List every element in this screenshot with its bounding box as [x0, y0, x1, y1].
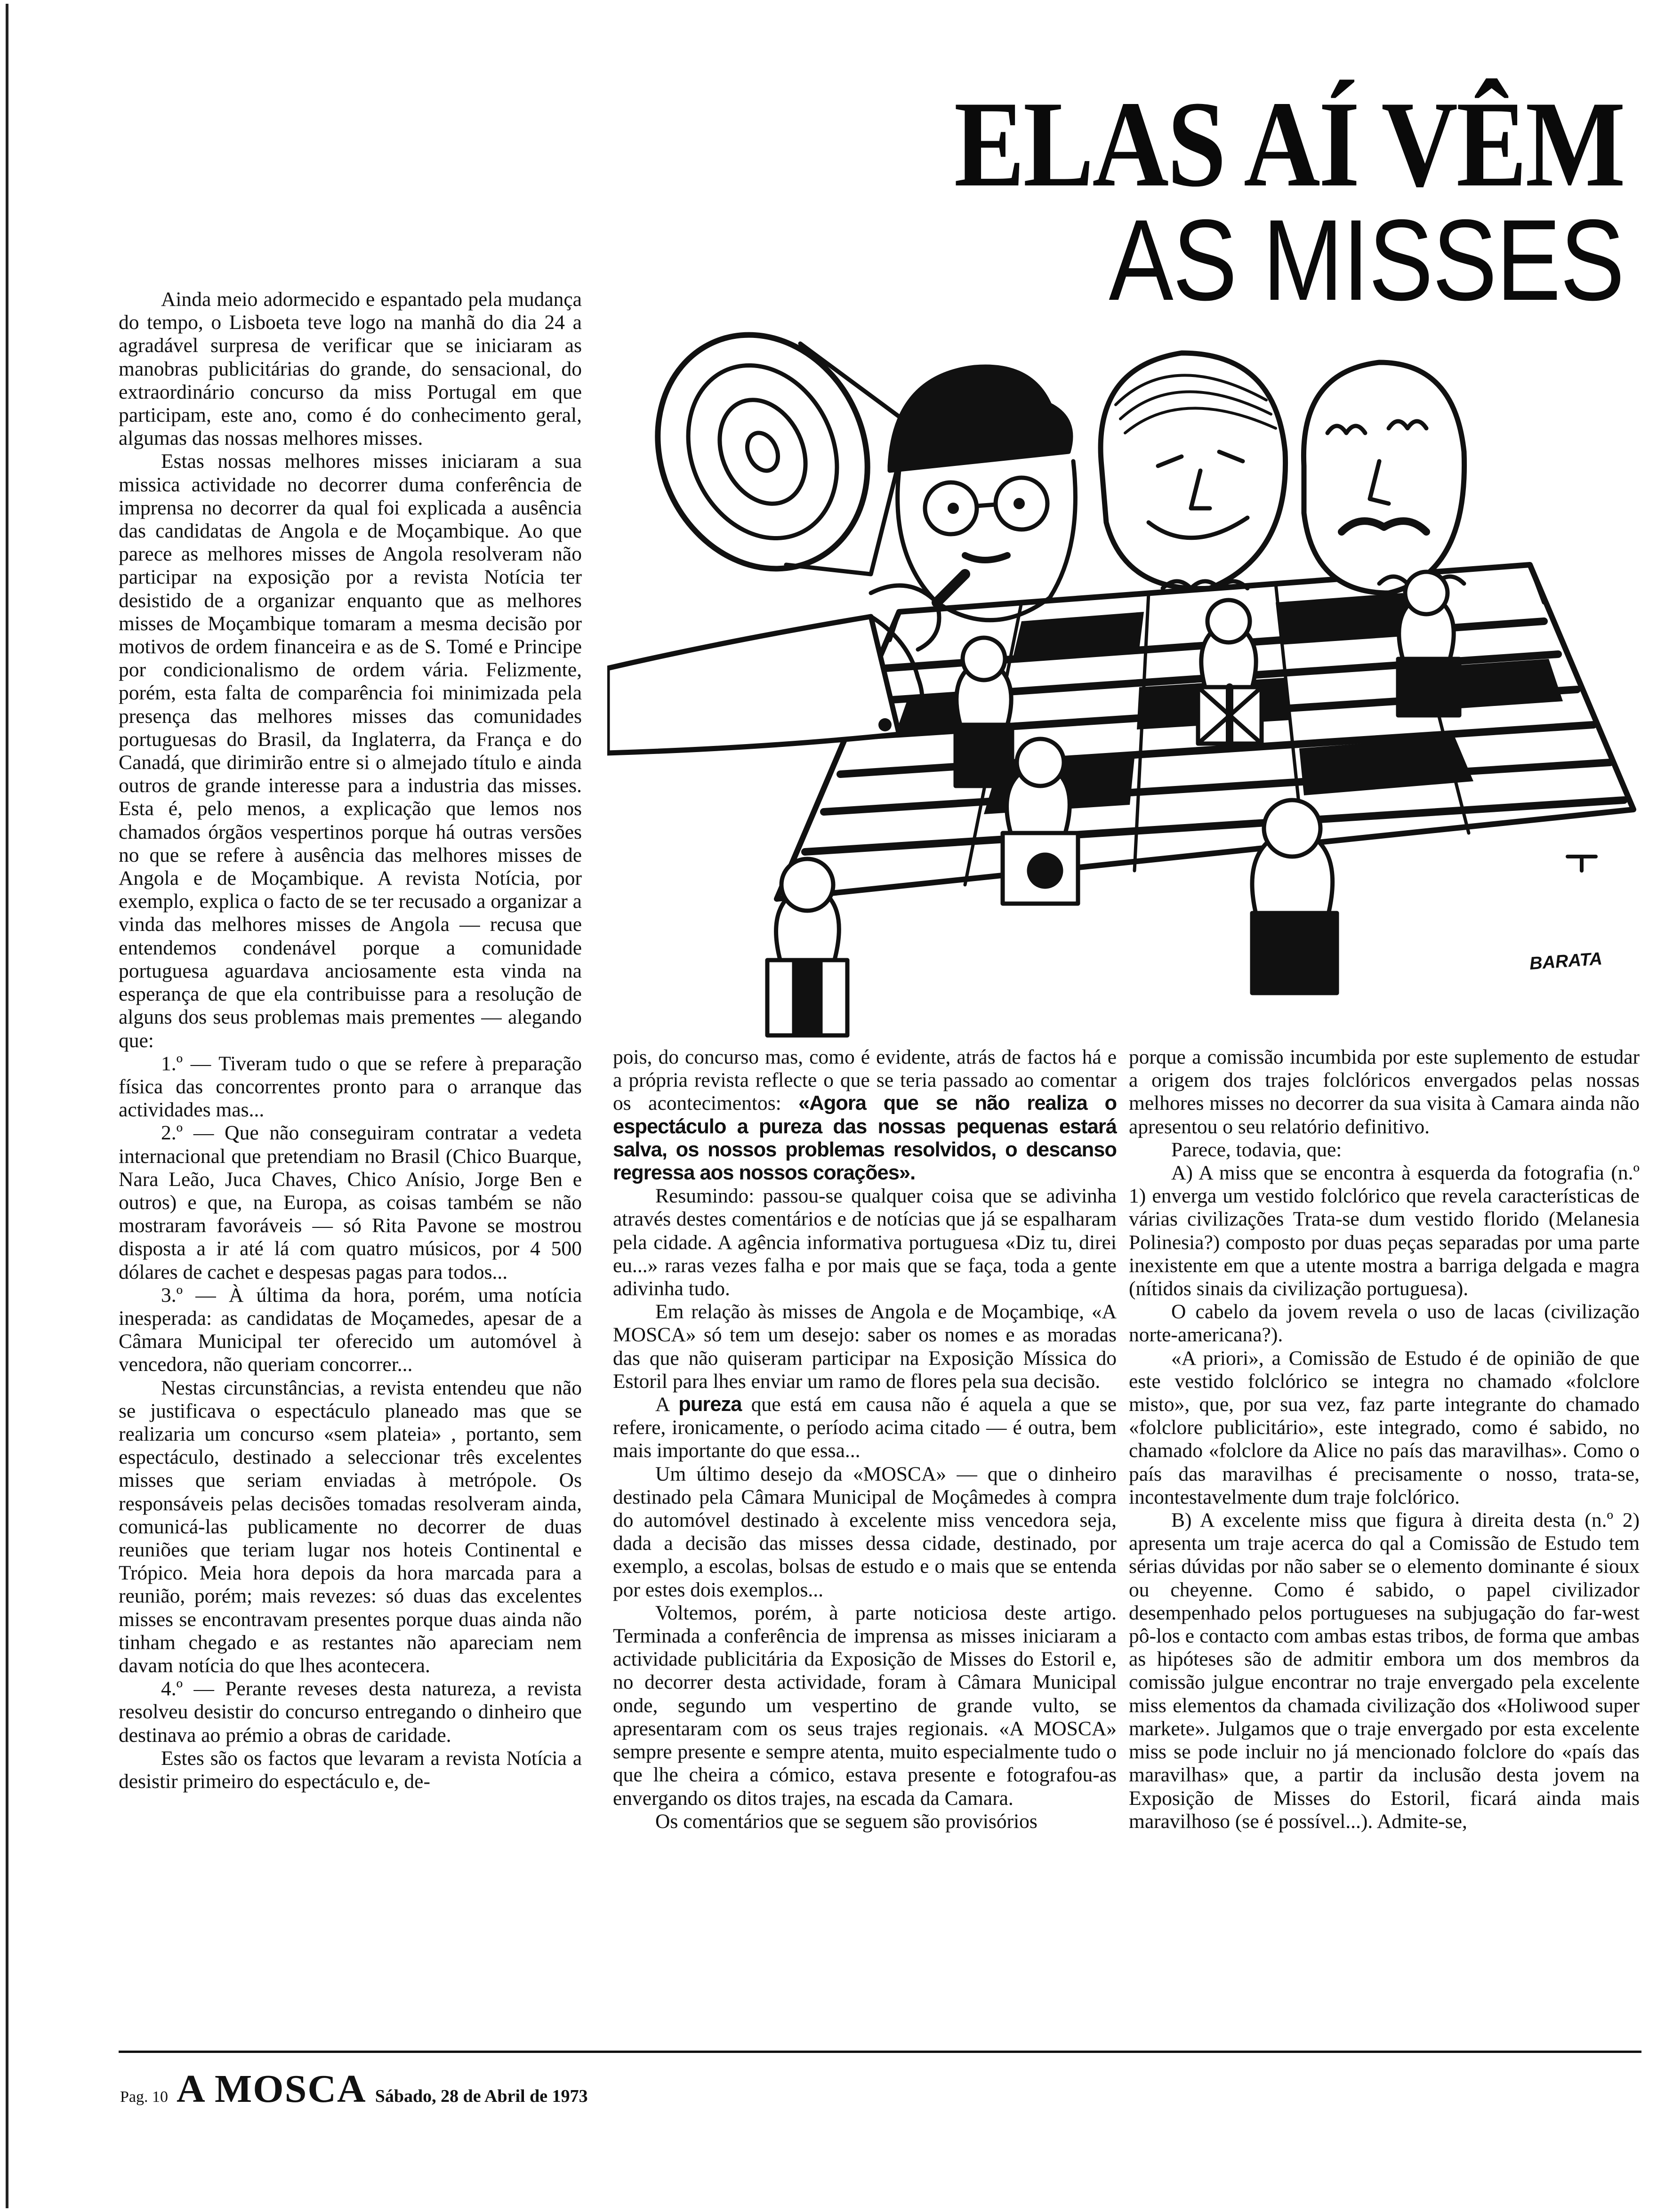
numbered-point: 3.º — À última da hora, porém, uma notícia inesperada: as candidatas de Moçamedes, apesar de a Câmara Municipal ter oferecido um automóvel à vencedora, não queriam concorrer... [119, 1283, 582, 1376]
paragraph: Estas nossas melhores misses iniciaram a sua missica actividade no decorrer duma conferência de imprensa no decorrer da qual foi explicada a ausência das candidatas de Angola e de Moçambique. Ao que parece as melhores misses de Angola resolveram não participar na exposição por a revista Notícia ter desistido de a organizar enquanto que as melhores misses de Moçambique tomaram a mesma decisão por motivos de ordem financeira e as de S. Tomé e Principe por condicionalismo de ordem vária. Felizmente, porém, esta falta de comparência foi minimizada pela presença das melhores misses das comunidades portuguesas do Brasil, da Inglaterra, da França e do Canadá, que dirimirão entre si o almejado título e ainda outros de grande interesse para a industria das misses. Esta é, pelo menos, a explicação que lemos nos chamados órgãos vespertinos porque há outras versões no que se refere à ausência das melhores misses de Angola e de Moçambique. A revista Notícia, por exemplo, explica o facto de se ter recusado a organizar a vinda das melhores misses de Angola — recusa que entendemos condenável porque a comunidade portuguesa aguardava anciosamente esta vinda na esperança de que ela contribuisse para a resolução de alguns dos seus problemas mais prementes — alegando que: [119, 450, 582, 1052]
game-piece-1 [956, 638, 1012, 786]
headline-line-1: ELAS AÍ VÊM [954, 76, 1624, 212]
footer-rule [119, 2051, 1641, 2053]
mustached-man [1303, 362, 1464, 593]
paragraph: Estes são os factos que levaram a revista Notícia a desistir primeiro do espectáculo e, de- [119, 1747, 582, 1793]
page-number: Pag. 10 [120, 2088, 168, 2106]
article-column-1 [119, 288, 582, 2020]
emphasis-pureza: pureza [678, 1393, 742, 1416]
numbered-point: 1.º — Tiveram tudo o que se refere à preparação física das concorrentes pronto para o arranque das actividades mas... [119, 1052, 582, 1122]
reaching-arm [607, 617, 899, 753]
article-column-3 [1129, 1046, 1640, 2022]
headline-line-2: AS MISSES [1109, 195, 1624, 324]
megaphone-head [620, 311, 905, 603]
text-fragment: que está em causa não é aquela a que se refere, ironicamente, o período acima citado — é outra, bem mais importante do que essa... [613, 1393, 1117, 1462]
article-column-2 [613, 1046, 1117, 2022]
cartoon-signature: BARATA [1528, 949, 1603, 974]
cartoon-illustration [607, 311, 1638, 1038]
paragraph: O cabelo da jovem revela o uso de lacas (civilização norte-americana?). [1129, 1300, 1640, 1346]
hatted-man [890, 367, 1071, 471]
page-footer [120, 2066, 588, 2111]
paragraph: Um último desejo da «MOSCA» — que o dinheiro destinado pela Câmara Municipal de Moçâmedes à compra do automóvel destinado à excelente miss vencedora seja, dada a decisão das misses dessa cidade, destinado, por exemplo, a escolas, bolsas de estudo e o mais que se entenda por estes dois exemplos... [613, 1462, 1117, 1601]
paragraph [613, 1393, 1117, 1463]
paragraph: Resumindo: passou-se qualquer coisa que se adivinha através destes comentários e de notícias que já se espalharam pela cidade. A agência informativa portuguesa «Diz tu, direi eu...» raras vezes falha e por mais que se faça, toda a gente adivinha tudo. [613, 1185, 1117, 1300]
paragraph: Nestas circunstâncias, a revista entendeu que não se justificava o espectáculo planeado mas que se realizaria um concurso «sem plateia» , portanto, sem espectáculo, destinado a seleccionar três excelentes misses que seriam enviadas à metrópole. Os responsáveis pelas decisões tomadas resolveram ainda, comunicá-las publicamente no decorrer de duas reuniões que teriam lugar nos hoteis Continental e Trópico. Meia hora depois da hora marcada para a reunião, porém; mais revezes: só duas das excelentes misses se encontravam presentes porque duas ainda não tinham chegado e as restantes não apareciam nem davam notícia do que lhes acontecera. [119, 1376, 582, 1677]
lead-text: pois, do concurso mas, como é evidente, atrás de factos há e a própria revista reflecte o que se teria passado ao comentar os acontecimentos: [613, 1046, 1117, 1115]
paragraph: «A priori», a Comissão de Estudo é de opinião de que este vestido folclórico se integra no chamado «folclore misto», que, por sua vez, faz parte integrante do chamado «folclore publicitário», este integrado, como é sabido, no chamado «folclore da Alice no país das maravilhas». Como o país das maravilhas é precisamente o nosso, trata-se, incontestavelmente dum traje folclórico. [1129, 1346, 1640, 1508]
paragraph: B) A excelente miss que figura à direita desta (n.º 2) apresenta um traje acerca do qal a Comissão de Estudo tem sérias dúvidas por não saber se o elemento dominante é sioux ou cheyenne. Como é sabido, o papel civilizador desempenhado pelos portugueses na subjugação do far-west pô-los e contacto com ambas estas tribos, de forma que ambas as hipóteses são de admitir embora um dos membros da comissão julgue encontrar no traje envergado pela excelente miss elementos da chamada civilização dos «Holiwood super markete». Julgamos que o traje envergado por esta excelente miss se pode incluir no já mencionado folclore do «país das maravilhas» que, a partir da inclusão desta jovem na Exposição de Misses do Estoril, ficará ainda mais maravilhoso (se é possível...). Admite-se, [1129, 1509, 1640, 1833]
paragraph: Parece, todavia, que: [1171, 1138, 1342, 1161]
paragraph: Em relação às misses de Angola e de Moçambiqe, «A MOSCA» só tem um desejo: saber os nomes e as moradas das que não quiseram participar na Exposição Míssica do Estoril para lhes enviar um ramo de flores pela sua decisão. [613, 1300, 1117, 1393]
paragraph: A) A miss que se encontra à esquerda da fotografia (n.º 1) enverga um vestido folclórico que revela características de várias civilizações Trata-se dum vestido florido (Melanesia Polinesia?) composto por duas peças separadas por uma parte inexistente em que a utente mostra a barriga delgada e magra (nítidos sinais da civilização portuguesa). [1129, 1162, 1640, 1300]
publication-name: A MOSCA [177, 2067, 367, 2111]
paragraph-continued: porque a comissão incumbida por este suplemento de estudar a origem dos trajes folclóricos envergados pelas nossas melhores misses no decorrer da sua visita à Camara ainda não apresentou o seu relatório definitivo. [1129, 1046, 1640, 1138]
paragraph: Ainda meio adormecido e espantado pela mudança do tempo, o Lisboeta teve logo na manhã do dia 24 a agradável surpresa de verificar que se iniciaram as manobras publicitárias do grande, do sensacional, do extraordinário concurso da miss Portugal em que participam, este ano, como é do conhecimento geral, algumas das nossas melhores misses. [119, 288, 582, 450]
text-fragment: A [655, 1393, 669, 1416]
paragraph-continued [613, 1046, 1117, 1185]
publication-date: Sábado, 28 de Abril de 1973 [375, 2086, 588, 2106]
paragraph: Voltemos, porém, à parte noticiosa deste artigo. Terminada a conferência de imprensa as misses iniciaram a actividade publicitária da Exposição de Misses do Estoril e, no decorrer desta actividade, foram à Câmara Municipal onde, segundo um vespertino de grande vulto, se apresentaram com os seus trajes regionais. «A MOSCA» sempre presente e sempre atenta, muito especialmente tudo o que lhe cheira a cómico, estava presente e fotografou-as envergando os ditos trajes, na escada da Camara. [613, 1601, 1117, 1810]
quote-bold: «Agora que se não realiza o espectáculo a pureza das nossas pequenas estará salva, os nossos problemas resolvidos, o descanso regressa aos nossos corações». [613, 1092, 1117, 1185]
numbered-point: 2.º — Que não conseguiram contratar a vedeta internacional que pretendiam no Brasil (Chico Buarque, Nara Leão, Juca Chaves, Chico Anísio, Jorge Ben e outros) e que, na Europa, as coisas também se não mostraram favoráveis — só Rita Pavone se mostrou disposta a ir até lá com quatro músicos, por 4 500 dólares de cachet e despesas pagas para todos... [119, 1122, 582, 1283]
paragraph: Os comentários que se seguem são provisórios [655, 1810, 1038, 1833]
bald-man [1101, 353, 1285, 589]
numbered-point: 4.º — Perante reveses desta natureza, a revista resolveu desistir do concurso entregando o dinheiro que destinava ao prémio a obras de caridade. [119, 1677, 582, 1747]
